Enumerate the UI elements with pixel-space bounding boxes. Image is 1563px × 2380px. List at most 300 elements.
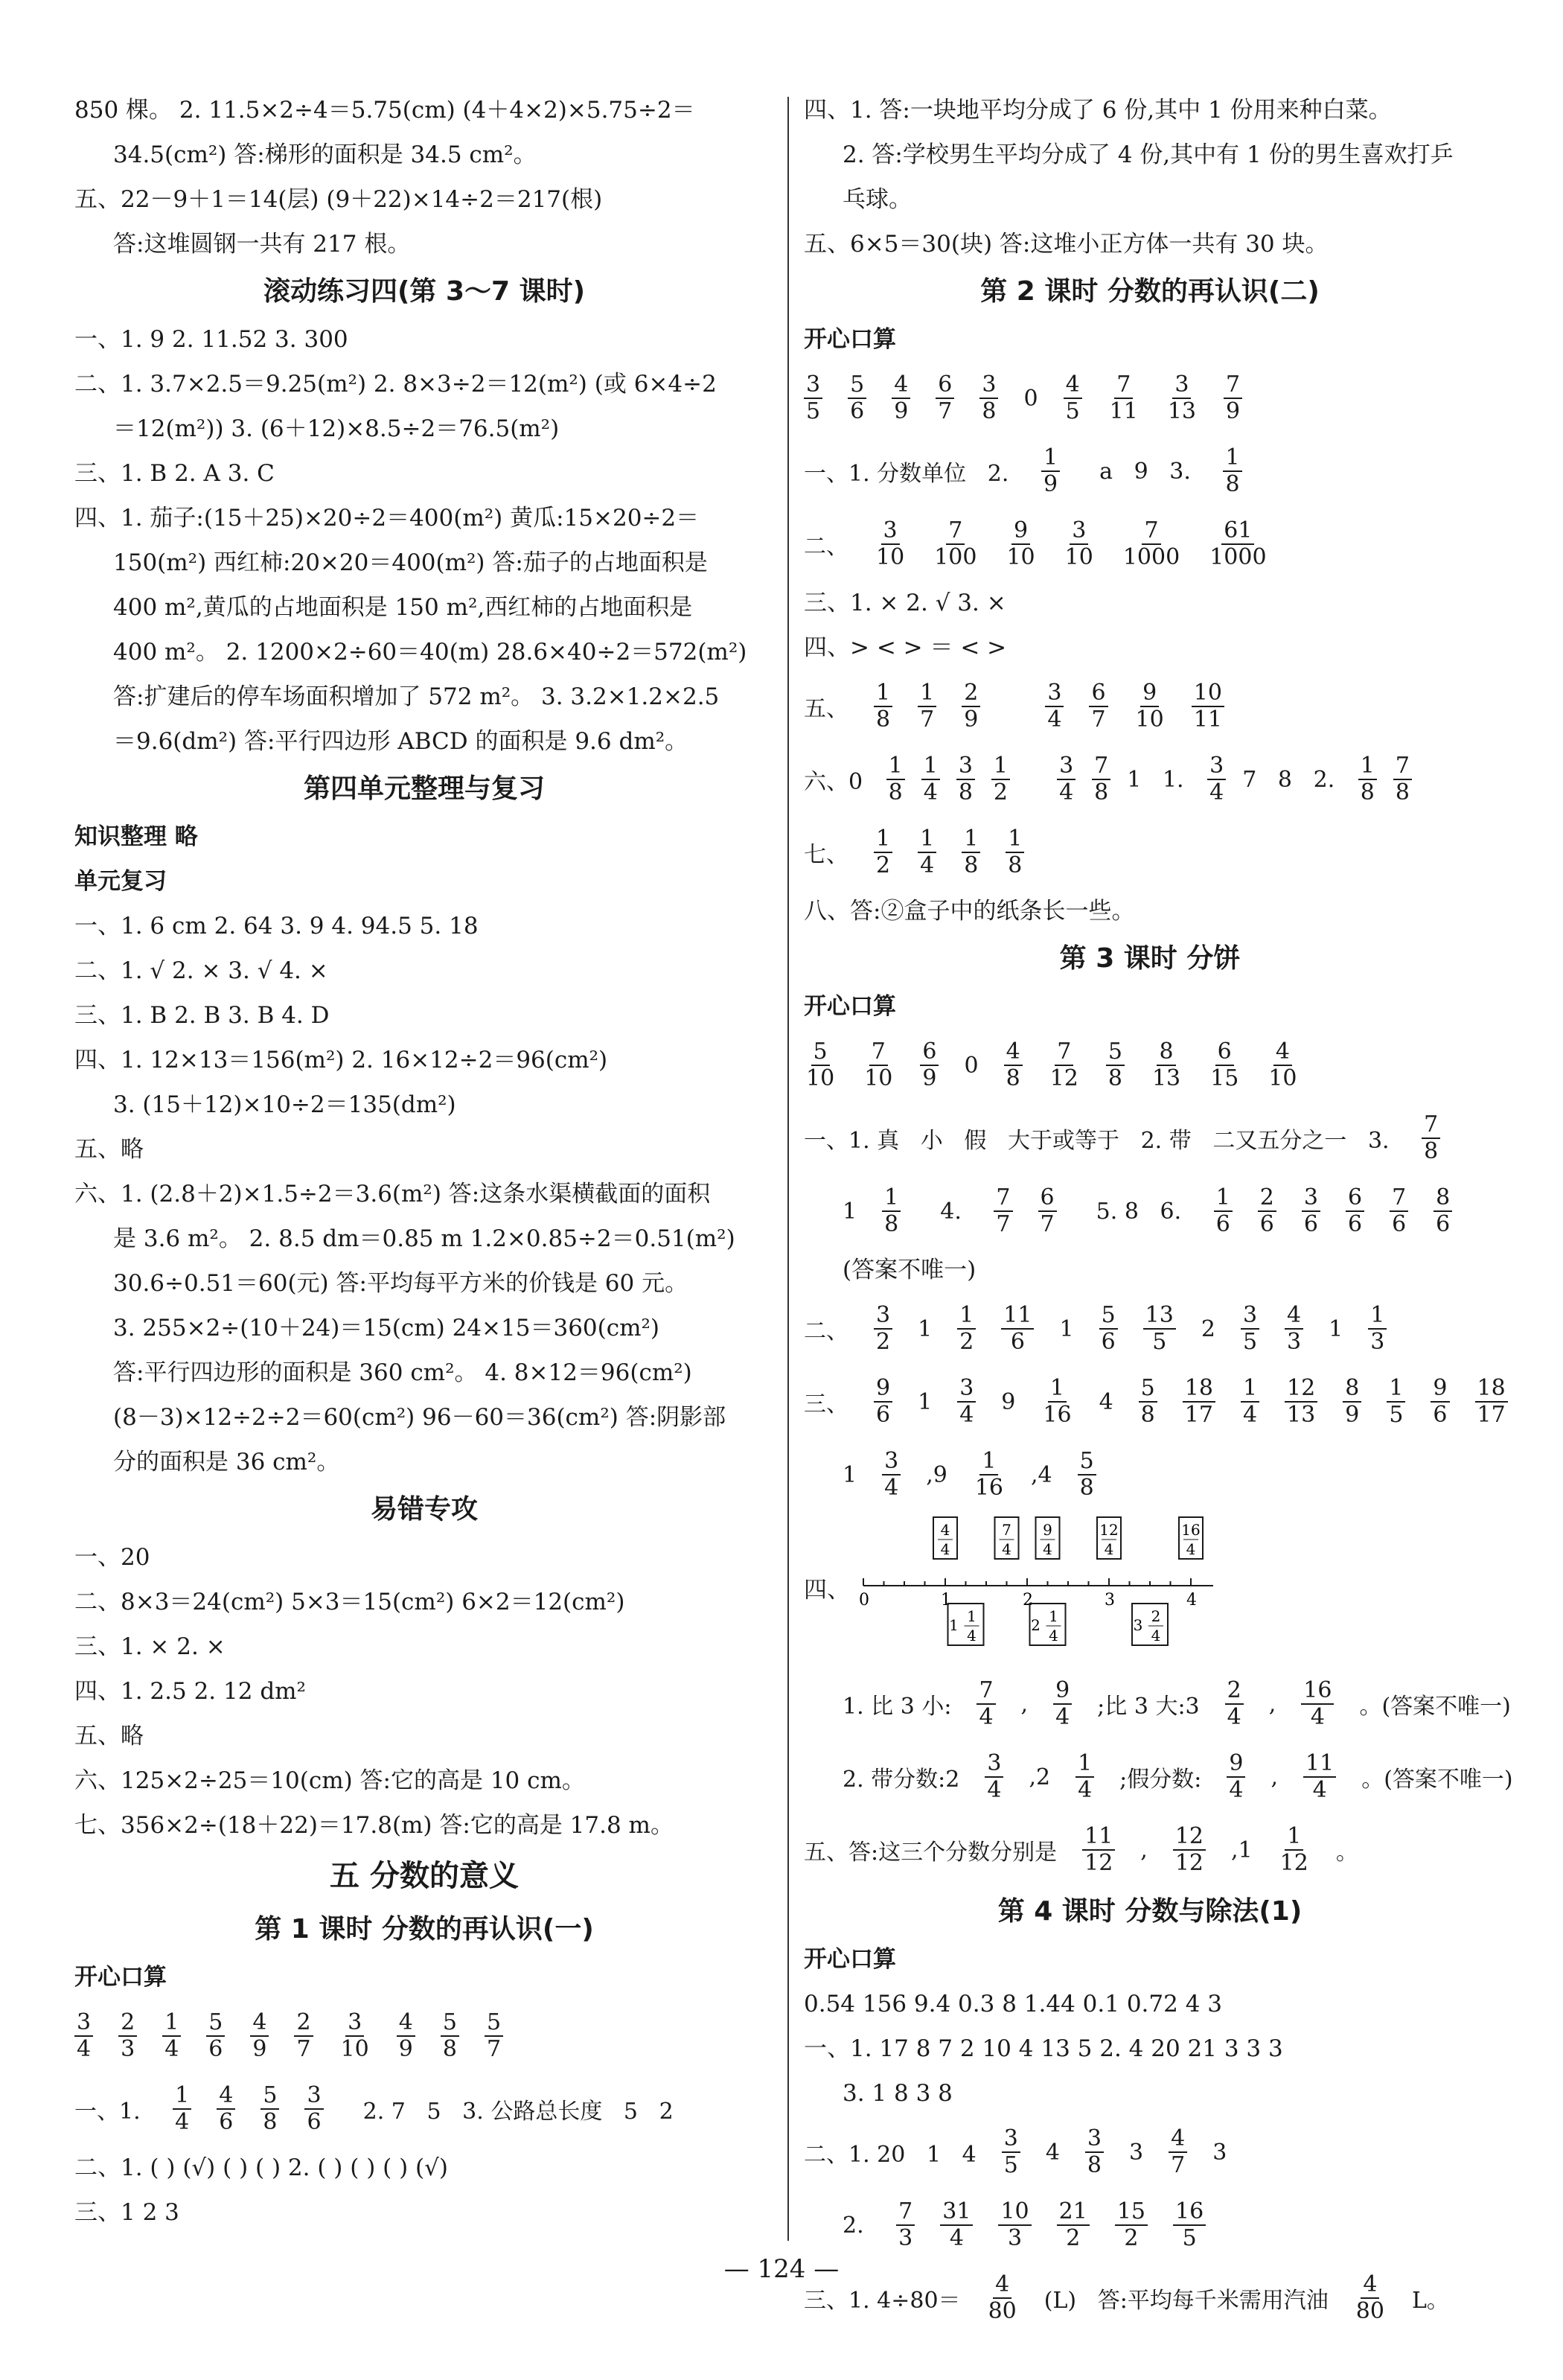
- denominator: 80: [988, 2298, 1017, 2324]
- numerator: 5: [811, 1039, 830, 1066]
- numerator: 2: [962, 680, 980, 707]
- svg-text:2: 2: [1151, 1607, 1161, 1625]
- denominator: 2: [1124, 2225, 1139, 2251]
- fraction: [1173, 2199, 1206, 2251]
- numerator: 5: [1106, 1039, 1125, 1066]
- subheading: 开心口算: [804, 1946, 896, 1973]
- denominator: 4: [884, 1475, 899, 1501]
- fraction-row: [74, 2000, 774, 2073]
- row-text: 2. 7 5 3. 公路总长度 5 2: [348, 2099, 674, 2125]
- section-heading: 易错专攻: [370, 1494, 478, 1525]
- denominator: 8: [1140, 1402, 1155, 1428]
- numerator: 7: [896, 2199, 915, 2226]
- fraction: [1346, 1185, 1364, 1237]
- answer-line: ＝12(m²)) 3. (6＋12)×8.5÷2＝76.5(m²): [113, 415, 560, 442]
- denominator: 4: [1229, 1777, 1244, 1803]
- numerator: 1: [957, 1303, 976, 1330]
- denominator: 8: [1424, 1138, 1439, 1164]
- numerator: 6: [936, 372, 954, 399]
- numerator: 1: [173, 2083, 191, 2110]
- row-text: 3: [1212, 2139, 1227, 2166]
- numerator: 1: [1041, 445, 1060, 472]
- denominator: 11: [1193, 706, 1222, 733]
- denominator: 16: [1043, 1402, 1072, 1428]
- fraction: [848, 372, 866, 424]
- numerator: 4: [217, 2083, 235, 2110]
- fraction: [918, 826, 936, 878]
- numerator: 9: [1227, 1751, 1245, 1778]
- denominator: 4: [1078, 1777, 1093, 1803]
- numerator: 6: [1215, 1039, 1234, 1066]
- answer-line: 一、1. 17 8 7 2 10 4 13 5 2. 4 20 21 3 3 3: [804, 2035, 1283, 2062]
- answer-line: 400 m²。 2. 1200×2÷60＝40(m) 28.6×40÷2＝572(m²): [113, 639, 747, 666]
- fraction: [1121, 518, 1182, 570]
- fraction: [956, 753, 975, 805]
- denominator: 8: [964, 852, 979, 878]
- fraction: [1085, 2126, 1104, 2178]
- number-line-answer: [804, 743, 1496, 816]
- answer-line: 七、356×2÷(18＋22)＝17.8(m) 答:它的高是 17.8 m。: [74, 1812, 674, 1839]
- answer-line: 一、1. 9 2. 11.52 3. 300: [74, 326, 348, 353]
- svg-text:1: 1: [1049, 1607, 1058, 1625]
- numerator: 1: [1006, 826, 1024, 853]
- fraction: [1004, 518, 1037, 570]
- denominator: 12: [1084, 1850, 1113, 1876]
- svg-text:2: 2: [1031, 1616, 1041, 1634]
- numerator: 18: [1183, 1376, 1215, 1403]
- numerator: 7: [1114, 372, 1133, 399]
- row-text: (L) 答:平均每千米需用汽油: [1043, 2288, 1329, 2314]
- fraction: [1115, 2199, 1148, 2251]
- numerator: 6: [1346, 1185, 1364, 1212]
- denominator: 4: [1055, 1704, 1070, 1730]
- row-text: ,2: [1029, 1764, 1051, 1790]
- answer-line: 四、1. 12×13＝156(m²) 2. 16×12÷2＝96(cm²): [74, 1047, 608, 1073]
- row-text: 七、: [804, 842, 848, 868]
- answer-line: 二、1. ( ) (√) ( ) ( ) 2. ( ) ( ) ( ) (√): [74, 2154, 448, 2181]
- denominator: 6: [219, 2109, 234, 2135]
- numerator: 3: [304, 2083, 323, 2110]
- fraction: [485, 2010, 503, 2062]
- numerator: 1: [918, 826, 936, 853]
- answer-line: 400 m²,黄瓜的占地面积是 150 m²,西红柿的占地面积是: [113, 594, 693, 621]
- row-text: 。(答案不唯一): [1361, 1767, 1513, 1793]
- fraction: [920, 1039, 939, 1091]
- denominator: 7: [996, 1211, 1011, 1237]
- denominator: 12: [1279, 1850, 1308, 1876]
- fraction: [173, 2083, 191, 2135]
- numerator: 5: [848, 372, 866, 399]
- numerator: 5: [485, 2010, 503, 2037]
- fraction: [1089, 680, 1107, 733]
- denominator: 6: [850, 398, 865, 424]
- tick-label: 0: [859, 1591, 869, 1609]
- numerator: 3: [957, 1376, 976, 1403]
- answer-line: 三、1 2 3: [74, 2199, 179, 2226]
- svg-text:9: 9: [1043, 1521, 1052, 1539]
- numerator: 4: [250, 2010, 269, 2037]
- fraction: [1169, 2126, 1187, 2178]
- denominator: 6: [1433, 1402, 1448, 1428]
- row-text: ;比 3 大:3: [1097, 1694, 1200, 1720]
- numerator: 3: [1057, 753, 1075, 780]
- fraction: [1258, 1185, 1276, 1237]
- number-line-svg: [856, 1511, 1273, 1668]
- numerator: 1: [882, 1185, 901, 1212]
- answer-line: 五、22－9＋1＝14(层) (9＋22)×14÷2＝217(根): [74, 186, 603, 213]
- numerator: 8: [1157, 1039, 1175, 1066]
- numerator: 3: [1172, 372, 1191, 399]
- fraction-row: [804, 1029, 1496, 1102]
- fraction: [1057, 2199, 1090, 2251]
- numerator: 21: [1057, 2199, 1090, 2226]
- numerator: 18: [1475, 1376, 1508, 1403]
- row-text: 。(答案不唯一): [1359, 1694, 1511, 1720]
- numerator: 4: [1064, 372, 1082, 399]
- numerator: 61: [1221, 518, 1254, 545]
- numerator: 9: [1053, 1678, 1072, 1705]
- denominator: 3: [1287, 1329, 1302, 1355]
- fraction: [1285, 1303, 1303, 1355]
- answer-line: 四、> < > ＝ < >: [804, 634, 1007, 661]
- row-text: 五、: [804, 696, 848, 722]
- answer-line: 答:平行四边形的面积是 360 cm²。 4. 8×12＝96(cm²): [113, 1359, 692, 1386]
- denominator: 4: [1047, 706, 1062, 733]
- subheading: 开心口算: [74, 1964, 167, 1991]
- denominator: 4: [1209, 779, 1224, 805]
- answer-line: 30.6÷0.51＝60(元) 答:平均每平方米的价钱是 60 元。: [113, 1270, 688, 1297]
- svg-text:4: 4: [940, 1521, 950, 1539]
- subheading: 开心口算: [804, 993, 896, 1020]
- denominator: 4: [920, 852, 935, 878]
- numerator: 6: [1038, 1185, 1057, 1212]
- row-text: 。: [1335, 1840, 1358, 1866]
- fraction: [1002, 2126, 1020, 2178]
- row-text: 7 8 2.: [1242, 766, 1342, 793]
- fraction: [918, 680, 936, 733]
- denominator: 13: [1167, 398, 1197, 424]
- answer-line: 五、略: [74, 1136, 144, 1163]
- fraction: [1099, 1303, 1118, 1355]
- fraction: [998, 2199, 1031, 2251]
- numerator: 16: [1173, 2199, 1206, 2226]
- fraction: [1107, 372, 1140, 424]
- section-heading: 第 1 课时 分数的再认识(一): [255, 1914, 594, 1944]
- fraction: [1006, 826, 1024, 878]
- answer-line: 34.5(cm²) 答:梯形的面积是 34.5 cm²。: [113, 141, 537, 168]
- fraction: [441, 2010, 459, 2062]
- numerator: 4: [993, 2272, 1011, 2299]
- fraction: [1224, 372, 1242, 424]
- denominator: 8: [1360, 779, 1375, 805]
- row-text: ,: [1020, 1691, 1029, 1717]
- fraction: [1139, 1376, 1157, 1428]
- denominator: 10: [1064, 544, 1093, 570]
- denominator: 4: [1059, 779, 1074, 805]
- answer-line: 二、1. 3.7×2.5＝9.25(m²) 2. 8×3÷2＝12(m²) (或 6×4÷2: [74, 371, 717, 398]
- numerator: 1: [1241, 1376, 1259, 1403]
- numerator: 11: [1303, 1751, 1336, 1778]
- denominator: 10: [1006, 544, 1035, 570]
- answer-line: 3. 255×2÷(10＋24)＝15(cm) 24×15＝360(cm²): [113, 1315, 660, 1341]
- answer-line: 0.54 156 9.4 0.3 8 1.44 0.1 0.72 4 3: [804, 1991, 1222, 2017]
- svg-text:4: 4: [967, 1627, 977, 1644]
- fraction-box: [933, 1517, 957, 1559]
- row-text: 三、1. 4÷80＝: [804, 2288, 961, 2314]
- denominator: 8: [876, 706, 891, 733]
- numerator: 9: [1011, 518, 1030, 545]
- answer-line: 五、略: [74, 1723, 144, 1749]
- fraction-box: [1097, 1517, 1121, 1559]
- fraction: [957, 1376, 976, 1428]
- denominator: 7: [486, 2036, 502, 2062]
- fraction: [1134, 680, 1166, 733]
- numerator: 3: [985, 1751, 1003, 1778]
- numerator: 2: [1225, 1678, 1244, 1705]
- answer-line: 乓球。: [843, 186, 912, 213]
- numerator: 1: [1368, 1303, 1387, 1330]
- section-heading: 第四单元整理与复习: [303, 773, 545, 804]
- fraction: [1001, 1303, 1034, 1355]
- row-text: ,9: [926, 1461, 947, 1488]
- svg-text:4: 4: [1151, 1627, 1161, 1644]
- numerator: 3: [1207, 753, 1226, 780]
- numerator: 5: [260, 2083, 279, 2110]
- numerator: 3: [1241, 1303, 1259, 1330]
- fraction: [874, 1303, 892, 1355]
- fraction: [1303, 1751, 1336, 1803]
- fraction: [874, 680, 892, 733]
- fraction: [1343, 1376, 1361, 1428]
- fraction: [979, 372, 998, 424]
- number-line-diagram: [804, 1511, 1496, 1668]
- denominator: 6: [1215, 1211, 1230, 1237]
- denominator: 7: [1040, 1211, 1055, 1237]
- denominator: 9: [964, 706, 979, 733]
- fraction: [962, 680, 980, 733]
- answer-line: 二、1. √ 2. × 3. √ 4. ×: [74, 957, 328, 984]
- fraction: [294, 2010, 313, 2062]
- section-heading: 第 2 课时 分数的再认识(二): [980, 276, 1320, 307]
- fraction: [1038, 1185, 1057, 1237]
- numerator: 3: [874, 1303, 892, 1330]
- numerator: 5: [1078, 1449, 1096, 1475]
- fraction: [1223, 445, 1241, 497]
- denominator: 12: [1049, 1065, 1078, 1091]
- denominator: 5: [806, 398, 821, 424]
- svg-text:4: 4: [1186, 1540, 1196, 1558]
- row-text: 一、1. 真 小 假 大于或等于 2. 带 二又五分之一 3.: [804, 1128, 1397, 1154]
- denominator: 8: [1079, 1475, 1094, 1501]
- fraction: [206, 2010, 225, 2062]
- denominator: 5: [1003, 2152, 1018, 2178]
- denominator: 4: [1242, 1402, 1258, 1428]
- denominator: 5: [1242, 1329, 1258, 1355]
- denominator: 4: [923, 779, 938, 805]
- denominator: 4: [979, 1704, 994, 1730]
- row-text: 三、: [804, 1391, 848, 1417]
- fraction-row: [804, 1365, 1506, 1438]
- numerator: 1: [1214, 1185, 1233, 1212]
- numerator: 1: [921, 753, 940, 780]
- numerator: 10: [998, 2199, 1031, 2226]
- tick-label: 1: [941, 1591, 951, 1609]
- denominator: 13: [1287, 1402, 1316, 1428]
- denominator: 9: [252, 2036, 267, 2062]
- answer-line: 四、1. 茄子:(15＋25)×20÷2＝400(m²) 黄瓜:15×20÷2＝: [74, 505, 700, 532]
- row-text: 二、1. 20 1 4: [804, 2142, 977, 2168]
- fraction: [1207, 518, 1268, 570]
- numerator: 8: [1343, 1376, 1361, 1403]
- fraction: [1082, 1824, 1115, 1876]
- row-text: L。: [1411, 2288, 1449, 2314]
- denominator: 7: [1171, 2152, 1186, 2178]
- fraction: [1285, 1376, 1317, 1428]
- numerator: 5: [1099, 1303, 1118, 1330]
- fraction-row: [804, 670, 1496, 743]
- numerator: 3: [804, 372, 822, 399]
- answer-line: 是 3.6 m²。 2. 8.5 dm＝0.85 m 1.2×0.85÷2＝0.51(m²): [113, 1225, 735, 1252]
- fraction: [1078, 1449, 1096, 1501]
- fraction: [1041, 1376, 1073, 1428]
- numerator: 1: [962, 826, 980, 853]
- fraction-row: [804, 2116, 1496, 2189]
- fraction: [892, 372, 910, 424]
- row-text: ,1: [1231, 1837, 1253, 1863]
- denominator: 6: [1392, 1211, 1407, 1237]
- fraction: [1004, 1039, 1023, 1091]
- numerator: 16: [1301, 1678, 1334, 1705]
- denominator: 10: [876, 544, 905, 570]
- numerator: 7: [1422, 1112, 1440, 1139]
- numerator: 7: [994, 1185, 1012, 1212]
- fraction: [1431, 1376, 1449, 1428]
- column-divider: [787, 97, 789, 2241]
- numerator: 11: [1001, 1303, 1034, 1330]
- section-heading: 滚动练习四(第 3～7 课时): [263, 276, 586, 307]
- denominator: 3: [898, 2225, 913, 2251]
- fraction: [250, 2010, 269, 2062]
- numerator: 4: [1273, 1039, 1292, 1066]
- denominator: 4: [949, 2225, 964, 2251]
- fraction: [1475, 1376, 1508, 1428]
- row-text: ,: [1140, 1837, 1148, 1863]
- fraction: [1207, 753, 1226, 805]
- numerator: 1: [874, 826, 892, 853]
- fraction: [1241, 1376, 1259, 1428]
- answer-line: 八、答:②盒子中的纸条长一些。: [804, 898, 1135, 925]
- tick-label: 4: [1186, 1591, 1197, 1609]
- fraction: [162, 2010, 181, 2062]
- denominator: 100: [934, 544, 977, 570]
- row-text: a 9 3.: [1085, 458, 1198, 485]
- denominator: 6: [1101, 1329, 1116, 1355]
- numerator: 9: [874, 1376, 892, 1403]
- fraction: [932, 518, 979, 570]
- fraction: [1368, 1303, 1387, 1355]
- denominator: 16: [974, 1475, 1003, 1501]
- denominator: 4: [959, 1402, 974, 1428]
- denominator: 4: [1310, 1704, 1325, 1730]
- numerator: 7: [1224, 372, 1242, 399]
- answer-line: 2. 答:学校男生平均分成了 4 份,其中有 1 份的男生喜欢打乒: [843, 141, 1454, 168]
- denominator: 9: [1226, 398, 1241, 424]
- denominator: 8: [1087, 2152, 1102, 2178]
- fraction: [1106, 1039, 1125, 1091]
- denominator: 6: [1303, 1211, 1318, 1237]
- fraction: [1041, 445, 1060, 497]
- numerator: 1: [1223, 445, 1241, 472]
- numerator: 5: [1139, 1376, 1157, 1403]
- answer-line: 一、1. 6 cm 2. 64 3. 9 4. 94.5 5. 18: [74, 913, 479, 939]
- numerator: 7: [1393, 753, 1412, 780]
- fraction: [991, 753, 1010, 805]
- fraction-box: [1036, 1517, 1060, 1559]
- denominator: 8: [982, 398, 997, 424]
- denominator: 11: [1109, 398, 1138, 424]
- fraction: [1166, 372, 1198, 424]
- denominator: 8: [263, 2109, 278, 2135]
- fraction: [1301, 1678, 1334, 1730]
- numerator: 5: [441, 2010, 459, 2037]
- row-text: ,4: [1031, 1461, 1052, 1488]
- svg-text:4: 4: [1049, 1627, 1058, 1644]
- answer-line: 分的面积是 36 cm²。: [113, 1449, 340, 1475]
- answer-line: 六、125×2÷25＝10(cm) 答:它的高是 10 cm。: [74, 1767, 585, 1794]
- numerator: 2: [1258, 1185, 1276, 1212]
- answer-line: 四、1. 答:一块地平均分成了 6 份,其中 1 份用来种白菜。: [804, 97, 1392, 124]
- numerator: 7: [1092, 753, 1110, 780]
- denominator: 6: [1347, 1211, 1363, 1237]
- denominator: 5: [1182, 2225, 1197, 2251]
- numerator: 1: [886, 753, 905, 780]
- denominator: 6: [876, 1402, 891, 1428]
- numerator: 31: [940, 2199, 973, 2226]
- fraction: [874, 826, 892, 878]
- fraction: [804, 1039, 837, 1091]
- fraction: [1150, 1039, 1183, 1091]
- fraction: [1045, 680, 1064, 733]
- row-text: 2: [1201, 1315, 1215, 1342]
- denominator: 9: [1043, 471, 1058, 497]
- numerator: 4: [1169, 2126, 1187, 2153]
- denominator: 2: [959, 1329, 974, 1355]
- answer-line: 答:这堆圆钢一共有 217 根。: [113, 231, 411, 258]
- row-text: ,: [1270, 1764, 1279, 1790]
- fraction: [886, 753, 905, 805]
- numerator: 1: [991, 753, 1010, 780]
- numerator: 10: [1192, 680, 1224, 707]
- row-text: 1: [918, 1388, 933, 1415]
- denominator: 4: [164, 2036, 179, 2062]
- row-text: 1: [1059, 1315, 1074, 1342]
- fraction: [940, 2199, 973, 2251]
- answer-line: 850 棵。 2. 11.5×2÷4＝5.75(cm) (4＋4×2)×5.75÷2＝: [74, 97, 695, 124]
- denominator: 7: [938, 398, 953, 424]
- numerator: 13: [1143, 1303, 1176, 1330]
- numerator: 1: [1358, 753, 1377, 780]
- denominator: 80: [1355, 2298, 1384, 2324]
- fraction: [1048, 1039, 1081, 1091]
- svg-text:3: 3: [1133, 1616, 1143, 1634]
- numerator: 3: [882, 1449, 901, 1475]
- answer-line: 四、1. 2.5 2. 12 dm²: [74, 1678, 306, 1705]
- fraction: [1057, 753, 1075, 805]
- svg-text:4: 4: [1002, 1540, 1011, 1558]
- row-text: 1: [918, 1315, 933, 1342]
- denominator: 13: [1151, 1065, 1181, 1091]
- denominator: 1000: [1122, 544, 1180, 570]
